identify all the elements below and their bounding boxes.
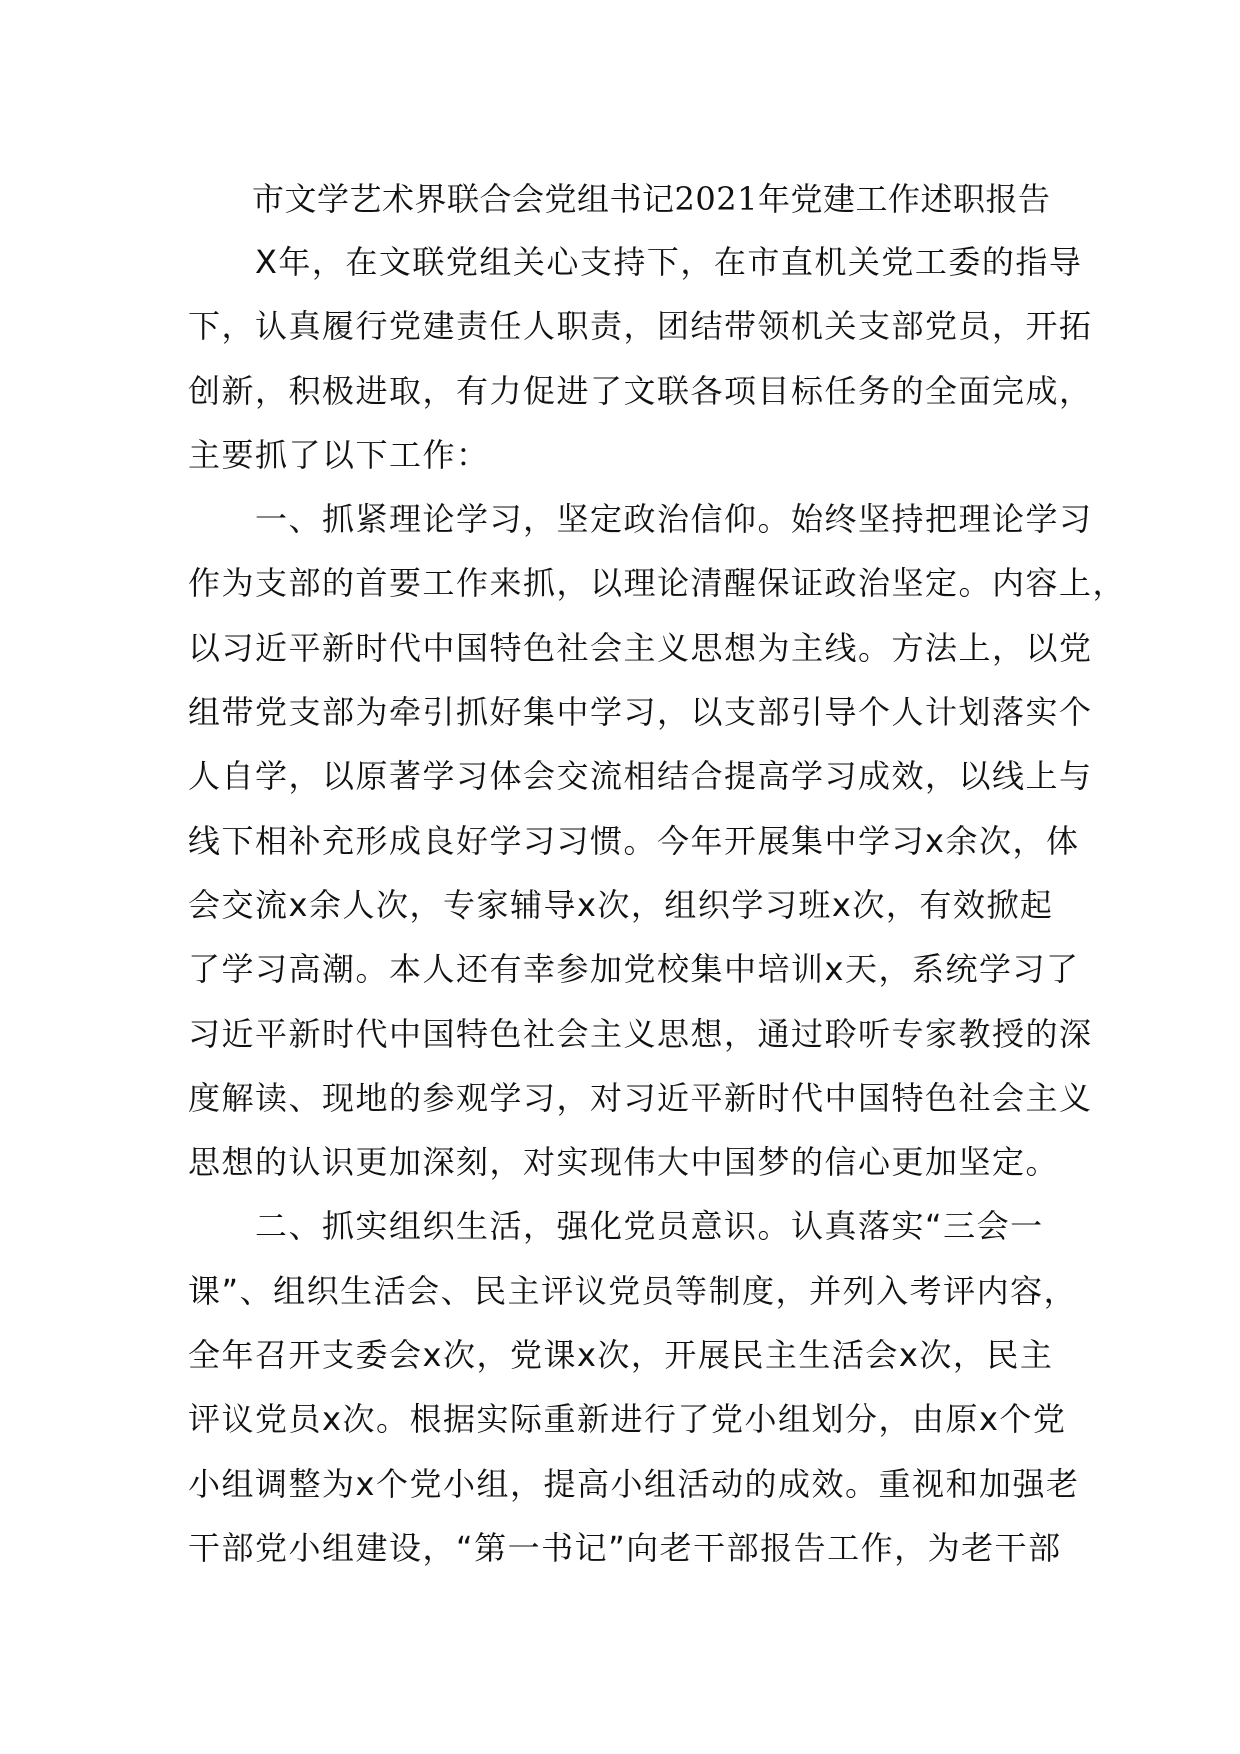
document-body <box>188 168 1127 1580</box>
text-line: 小组调整为x个党小组，提高小组活动的成效。重视和加强老 <box>188 1464 1080 1503</box>
paragraph-section-1 <box>188 487 1127 1194</box>
text-line: X年，在文联党组关心支持下，在市直机关党工委的指导 <box>188 243 1083 281</box>
text-line: 二、抓实组织生活，强化党员意识。认真落实“三会一 <box>188 1207 1044 1246</box>
text-line: 下，认真履行党建责任人职责，团结带领机关支部党员，开拓 <box>188 307 1093 346</box>
text-line: 创新，积极进取，有力促进了文联各项目标任务的全面完成， <box>188 371 1093 410</box>
text-line: 会交流x余人次，专家辅导x次，组织学习班x次，有效掀起 <box>188 885 1054 924</box>
text-line: 评议党员x次。根据实际重新进行了党小组划分，由原x个党 <box>188 1400 1067 1439</box>
paragraph-section-2 <box>188 1194 1080 1580</box>
text-line: 作为支部的首要工作来抓，以理论清醒保证政治坚定。内容上， <box>188 564 1127 603</box>
text-line: 习近平新时代中国特色社会主义思想，通过聆听专家教授的深 <box>188 1014 1093 1053</box>
text-line: 线下相补充形成良好学习习惯。今年开展集中学习x余次，体 <box>188 821 1080 860</box>
text-line: 组带党支部为牵引抓好集中学习，以支部引导个人计划落实个 <box>188 693 1093 732</box>
text-line: 度解读、现地的参观学习，对习近平新时代中国特色社会主义 <box>188 1078 1093 1117</box>
text-line: 人自学，以原著学习体会交流相结合提高学习成效，以线上与 <box>188 757 1093 796</box>
paragraph-intro <box>188 230 1093 487</box>
text-line: 课”、组织生活会、民主评议党员等制度，并列入考评内容， <box>188 1271 1078 1310</box>
text-line: 了学习高潮。本人还有幸参加党校集中培训x天，系统学习了 <box>188 950 1080 989</box>
text-line: 一、抓紧理论学习，坚定政治信仰。始终坚持把理论学习 <box>188 500 1093 539</box>
text-line: 全年召开支委会x次，党课x次，开展民主生活会x次，民主 <box>188 1336 1054 1375</box>
text-line: 以习近平新时代中国特色社会主义思想为主线。方法上，以党 <box>188 628 1093 667</box>
text-line: 思想的认识更加深刻，对实现伟大中国梦的信心更加坚定。 <box>188 1143 1060 1182</box>
text-line: 主要抓了以下工作： <box>188 435 490 474</box>
document-title: 市文学艺术界联合会党组书记2021年党建工作述职报告 <box>252 180 1051 218</box>
text-line: 干部党小组建设，“第一书记”向老干部报告工作，为老干部 <box>188 1528 1062 1567</box>
